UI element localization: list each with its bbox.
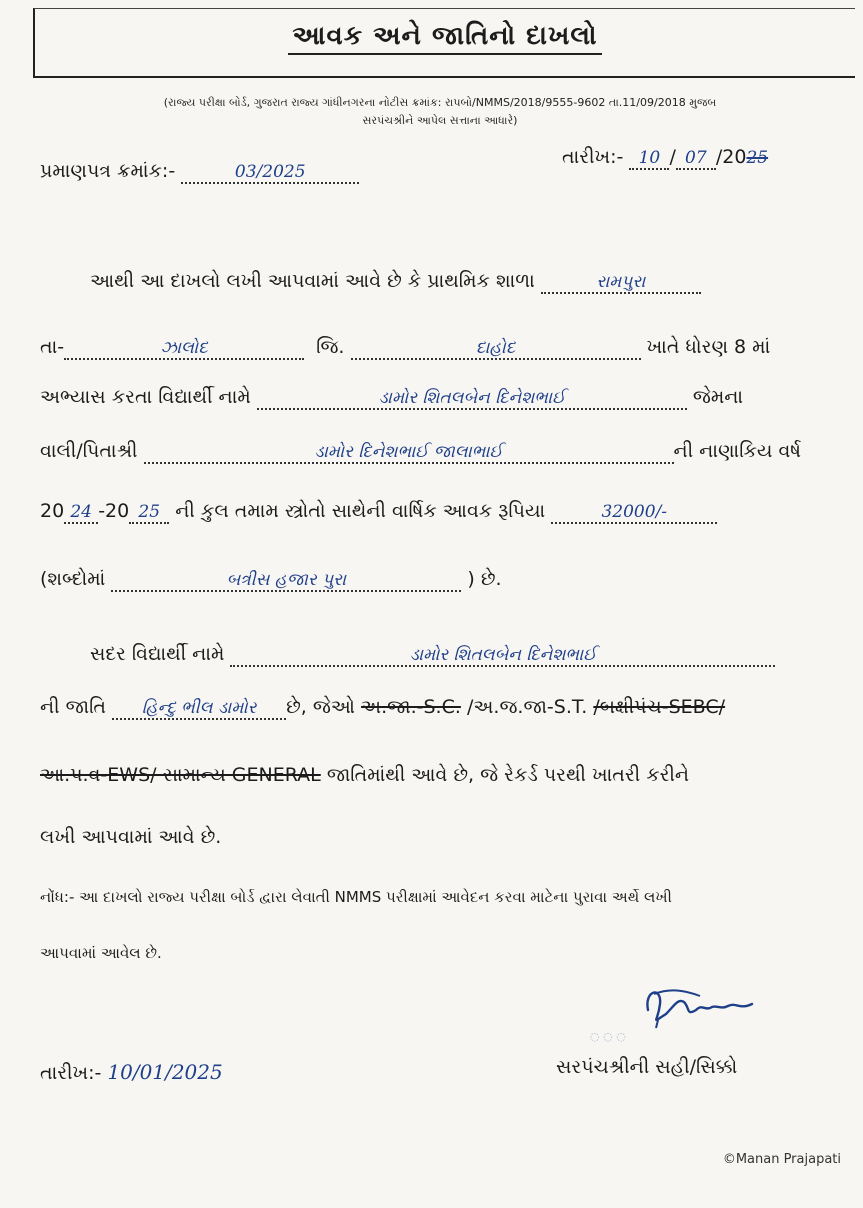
category-sebc: /બક્ષીપંચ-SEBC/ [593,696,726,718]
taluka-name: ઝાલોદ [160,338,208,358]
certificate-date-year-prefix: 20 [722,146,747,168]
note-line-1: નોંધ:- આ દાખલો રાજ્ય પરીક્ષા બોર્ડ દ્વારા લેવાતી NMMS પરીક્ષામાં આવેદન કરવા માટેના પુરાવા અર્થે લખી [40,888,672,906]
category-st: /અ.જ.જા-S.T. [466,696,588,718]
copyright-text: ©Manan Prajapati [722,1152,841,1167]
para2-line4: લખી આપવામાં આવે છે. [40,826,222,848]
stamp-ghost-icon: ◌ ◌ ◌ [590,1030,626,1043]
note-line-2: આપવામાં આવેલ છે. [40,944,162,962]
income-value: 32000/- [601,502,668,522]
footer-date-row [40,1060,223,1084]
para1-line1: આથી આ દાખલો લખી આપવામાં આવે છે કે પ્રાથમિક શાળા રામપુરા [90,270,701,294]
notice-line-2: સરપંચશ્રીને આપેલ સત્તાના આધારે) [362,114,518,127]
para1-line6: (શબ્દોમાં બત્રીસ હજાર પુરા ) છે. [40,568,502,590]
certificate-number-field [181,160,359,184]
para1-line5: 20 24 -20 25 ની કુલ તમામ સ્ત્રોતો સાથેની વાર્ષિક આવક રૂપિયા 32000/- [40,500,717,524]
page-title: આવક અને જાતિનો દાખલો [35,21,855,52]
category-ews: આ.પ.વ-EWS [40,764,151,786]
income-words: બત્રીસ હજાર પુરા [226,570,347,590]
certificate-number-value: 03/2025 [234,162,306,182]
year-to: 25 [129,502,169,524]
certificate-number-row [40,160,359,184]
certificate-number-label: પ્રમાણપત્ર ક્રમાંક:- [40,160,176,182]
sarpanch-signature [640,980,770,1030]
caste-value: હિન્દુ ભીલ ડામોર [141,698,257,718]
certificate-date-year-suffix: 25 [746,148,769,168]
para2-line1: સદર વિદ્યાર્થી નામે ડામોર શિતલબેન દિનેશભાઈ [90,643,775,667]
para1-line3: અભ્યાસ કરતા વિદ્યાર્થી નામે ડામોર શિતલબેન દિનેશભાઈ જેમના [40,386,744,408]
category-sc: અ.જા.-S.C. [361,696,461,718]
student-name: ડામોર શિતલબેન દિનેશભાઈ [378,388,566,408]
notice-line-1: (રાજ્ય પરીક્ષા બોર્ડ, ગુજરાત રાજ્ય ગાંધીનગરના નોટીસ ક્રમાંક: રાપબો/NMMS/2018/9555-9602 તા.11/09/2018 મુજબ [163,96,717,109]
para2-line3: આ.પ.વ-EWS/ સામાન્ય GENERAL જાતિમાંથી આવે છે, જે રેકર્ડ પરથી ખાતરી કરીને [40,764,690,786]
certificate-date-month: 07 [685,148,707,168]
certificate-date-label: તારીખ:- [562,146,624,168]
category-general: / સામાન્ય GENERAL [150,764,321,786]
certificate-date-day: 10 [638,148,661,168]
para1-line2: તા- ઝાલોદ જિ. દાહોદ ખાતે ધોરણ 8 માં [40,336,771,358]
guardian-name: ડામોર દિનેશભાઈ જાલાભાઈ [314,442,503,462]
footer-date-label: તારીખ:- [40,1062,102,1084]
school-name: રામપુરા [596,272,646,292]
year-from: 24 [64,502,98,524]
certificate-date-row: તારીખ:- 10 / 07 /2025 [562,146,769,168]
footer-date-value: 10/01/2025 [107,1060,223,1084]
student-name-2: ડામોર શિતલબેન દિનેશભાઈ [409,645,597,665]
district-name: દાહોદ [475,338,516,358]
para1-line4: વાલી/પિતાશ્રી ડામોર દિનેશભાઈ જાલાભાઈ ની નાણાકિય વર્ષ [40,440,801,462]
para2-line2: ની જાતિ હિન્દુ ભીલ ડામોર છે, જેઓ અ.જા.-S.C. /અ.જ.જા-S.T. /બક્ષીપંચ-SEBC/ [40,696,726,718]
title-box [33,8,855,78]
signature-label: સરપંચશ્રીની સહી/સિક્કો [556,1056,738,1078]
